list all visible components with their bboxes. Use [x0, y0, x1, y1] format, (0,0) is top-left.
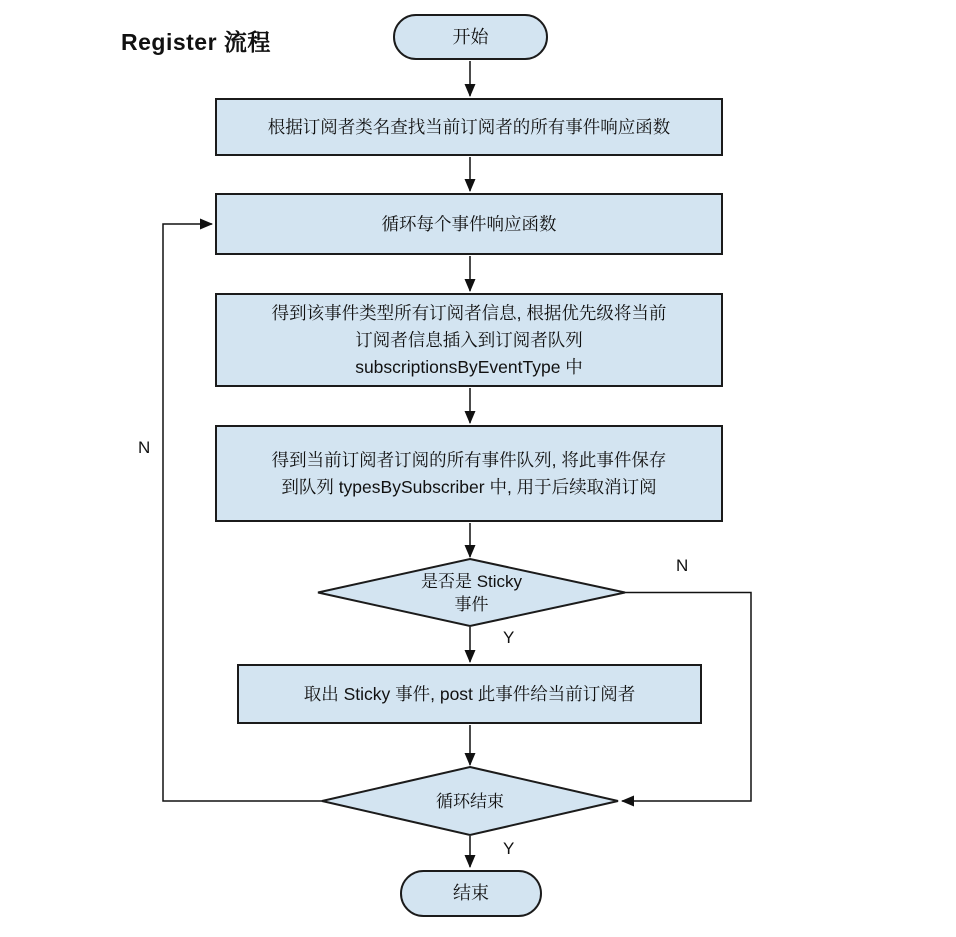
end-node-label: 结束: [453, 883, 489, 903]
edge-label-loop-no: N: [138, 438, 151, 457]
start-node-label: 开始: [452, 26, 489, 47]
process-insert-subscription-line2: 订阅者信息插入到订阅者队列: [355, 329, 583, 350]
process-insert-subscription-line1: 得到该事件类型所有订阅者信息, 根据优先级将当前: [271, 302, 667, 323]
process-loop-handlers-label: 循环每个事件响应函数: [381, 213, 557, 234]
start-node: [393, 14, 548, 60]
decision-loop-end: [322, 767, 618, 835]
decision-sticky-line1: 是否是 Sticky: [420, 571, 523, 591]
decision-sticky: [318, 559, 625, 626]
process-save-types-line1: 得到当前订阅者订阅的所有事件队列, 将此事件保存: [271, 449, 667, 470]
process-find-handlers: [215, 98, 723, 156]
process-post-sticky-label: 取出 Sticky 事件, post 此事件给当前订阅者: [303, 683, 636, 704]
process-insert-subscription: [215, 293, 723, 387]
edge-label-sticky-no: N: [676, 556, 689, 575]
process-insert-subscription-line3: subscriptionsByEventType 中: [355, 356, 583, 377]
decision-loop-end-label: 循环结束: [436, 791, 504, 811]
edge-label-loop-yes: Y: [503, 839, 515, 858]
edge-label-sticky-yes: Y: [503, 628, 515, 647]
diagram-title: Register 流程: [121, 29, 271, 55]
process-save-types: [215, 425, 723, 522]
process-loop-handlers: [215, 193, 723, 255]
process-post-sticky: [237, 664, 702, 724]
process-find-handlers-label: 根据订阅者类名查找当前订阅者的所有事件响应函数: [267, 116, 671, 137]
process-save-types-line2: 到队列 typesBySubscriber 中, 用于后续取消订阅: [281, 476, 657, 497]
decision-sticky-line2: 事件: [454, 594, 489, 614]
end-node: [400, 870, 542, 917]
